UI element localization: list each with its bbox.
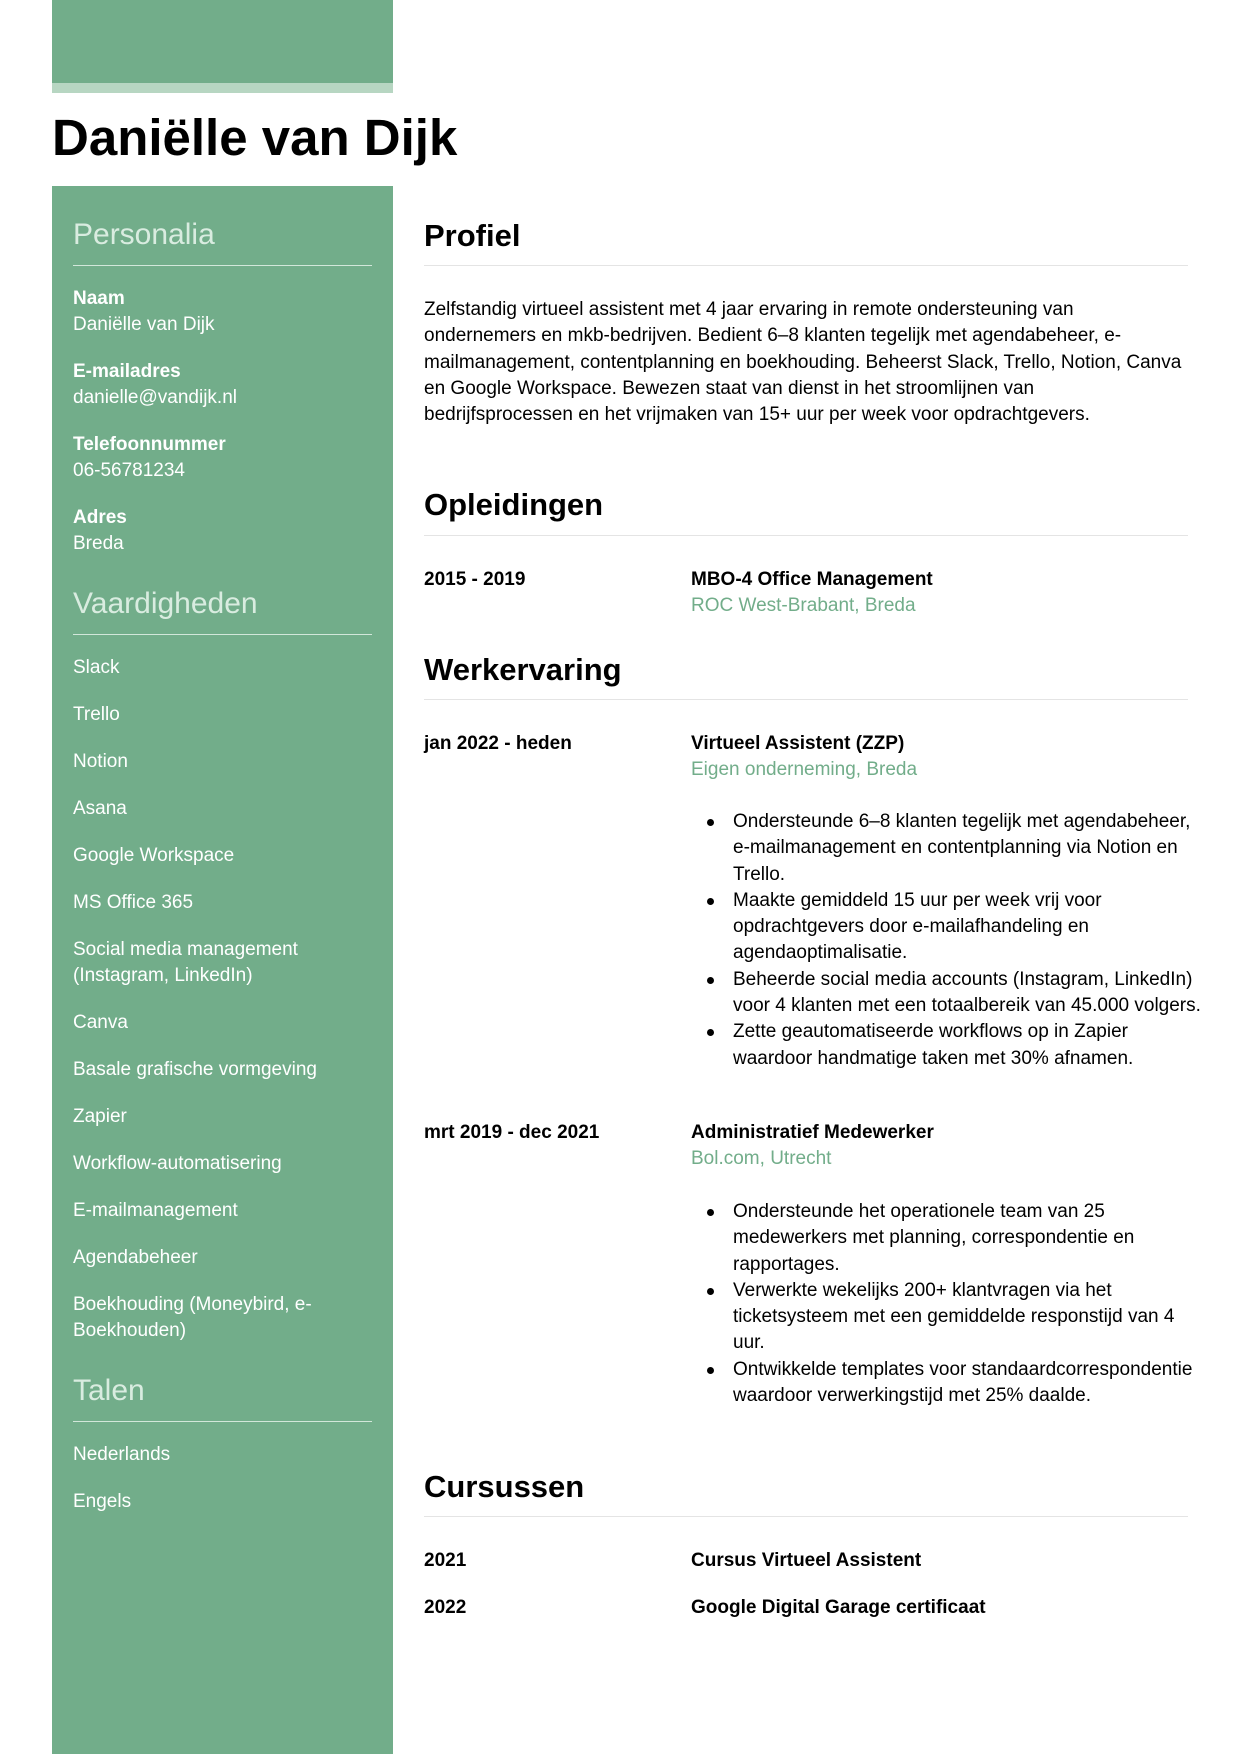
job-period: mrt 2019 - dec 2021 — [424, 1122, 600, 1143]
education-period: 2015 - 2019 — [424, 569, 526, 590]
language-item: Nederlands — [73, 1444, 171, 1465]
talen-heading: Talen — [73, 1374, 145, 1407]
job-title: Virtueel Assistent (ZZP) — [691, 733, 905, 754]
werkervaring-divider — [424, 699, 1188, 700]
course-title: Cursus Virtueel Assistent — [691, 1550, 922, 1571]
vaardigheden-divider — [73, 634, 372, 635]
job-period: jan 2022 - heden — [424, 733, 572, 754]
skill-item: Agendabeheer — [73, 1247, 198, 1268]
field-label: Telefoonnummer — [73, 434, 226, 455]
personalia-section — [73, 186, 372, 557]
job-title: Administratief Medewerker — [691, 1122, 934, 1143]
achievement-item: Ondersteunde 6–8 klanten tegelijk met agendabeheer, e-mailmanagement en contentplanning via Notion en Trello. — [733, 809, 1203, 888]
field-label: Adres — [73, 507, 127, 528]
skill-item: Canva — [73, 1012, 128, 1033]
achievement-item: Ontwikkelde templates voor standaardcorrespondentie waardoor verwerkingstijd met 25% daalde. — [733, 1357, 1203, 1410]
personalia-divider — [73, 265, 372, 266]
achievement-item: Beheerde social media accounts (Instagram, LinkedIn) voor 4 klanten met een totaalbereik van 45.000 volgers. — [733, 967, 1203, 1020]
job-achievements — [733, 809, 1203, 1072]
language-item: Engels — [73, 1491, 132, 1512]
talen-divider — [73, 1421, 372, 1422]
course-year: 2022 — [424, 1597, 467, 1618]
skill-item: Google Workspace — [73, 845, 235, 866]
vaardigheden-heading: Vaardigheden — [73, 587, 258, 620]
course-title: Google Digital Garage certificaat — [691, 1597, 986, 1618]
skill-item: Workflow-automatisering — [73, 1153, 282, 1174]
vaardigheden-section — [73, 586, 372, 1344]
header-accent-stripe — [52, 83, 393, 93]
education-title: MBO-4 Office Management — [691, 569, 933, 590]
job-achievements — [733, 1199, 1203, 1409]
personalia-heading: Personalia — [73, 218, 215, 251]
personal-field — [73, 505, 372, 557]
field-value: Daniëlle van Dijk — [73, 314, 215, 335]
skill-item: Zapier — [73, 1106, 127, 1127]
course-year: 2021 — [424, 1550, 467, 1571]
personal-field — [73, 359, 372, 411]
skills-list — [73, 655, 372, 1344]
skill-item: Basale grafische vormgeving — [73, 1059, 317, 1080]
skill-item: Notion — [73, 751, 128, 772]
job-employer: Eigen onderneming, Breda — [691, 759, 918, 780]
education-institution: ROC West-Brabant, Breda — [691, 595, 916, 616]
job-employer: Bol.com, Utrecht — [691, 1148, 832, 1169]
achievement-item: Zette geautomatiseerde workflows op in Zapier waardoor handmatige taken met 30% afnamen. — [733, 1019, 1203, 1072]
personal-field — [73, 432, 372, 484]
skill-item: Boekhouding (Moneybird, e-Boekhouden) — [73, 1294, 312, 1341]
field-label: E-mailadres — [73, 361, 181, 382]
achievement-item: Verwerkte wekelijks 200+ klantvragen via het ticketsysteem met een gemiddelde responstijd van 4 uur. — [733, 1278, 1203, 1357]
skill-item: MS Office 365 — [73, 892, 194, 913]
skill-item: Social media management (Instagram, LinkedIn) — [73, 939, 298, 986]
personal-field — [73, 286, 372, 338]
talen-section — [73, 1373, 372, 1515]
cursussen-divider — [424, 1516, 1188, 1517]
achievement-item: Maakte gemiddeld 15 uur per week vrij voor opdrachtgevers door e-mailafhandeling en agendaoptimalisatie. — [733, 888, 1203, 967]
field-value: 06-56781234 — [73, 460, 185, 481]
languages-list — [73, 1442, 372, 1515]
field-value: danielle@vandijk.nl — [73, 387, 237, 408]
skill-item: E-mailmanagement — [73, 1200, 238, 1221]
skill-item: Asana — [73, 798, 127, 819]
opleidingen-divider — [424, 535, 1188, 536]
field-value: Breda — [73, 533, 124, 554]
cursussen-heading: Cursussen — [424, 1469, 585, 1504]
skill-item: Trello — [73, 704, 120, 725]
header-accent-band — [52, 0, 393, 83]
sidebar — [52, 186, 393, 1754]
skill-item: Slack — [73, 657, 120, 678]
profiel-divider — [424, 265, 1188, 266]
profiel-text: Zelfstandig virtueel assistent met 4 jaar ervaring in remote ondersteuning van ondernemers en mkb-bedrijven. Bedient 6–8 klanten tegelijk met agendabeheer, e-mailmanagement, contentplanning en boekhouding. Beheerst Slack, Trello, Notion, Canva en Google Workspace. Bewezen staat van dienst in het stroomlijnen van bedrijfsprocessen en het vrijmaken van 15+ uur per week voor opdrachtgevers. — [424, 299, 1182, 426]
candidate-name: Daniëlle van Dijk — [52, 109, 458, 166]
field-label: Naam — [73, 288, 125, 309]
achievement-item: Ondersteunde het operationele team van 25 medewerkers met planning, correspondentie en rapportages. — [733, 1199, 1203, 1278]
opleidingen-heading: Opleidingen — [424, 487, 604, 522]
werkervaring-heading: Werkervaring — [424, 652, 622, 687]
profiel-heading: Profiel — [424, 218, 521, 253]
